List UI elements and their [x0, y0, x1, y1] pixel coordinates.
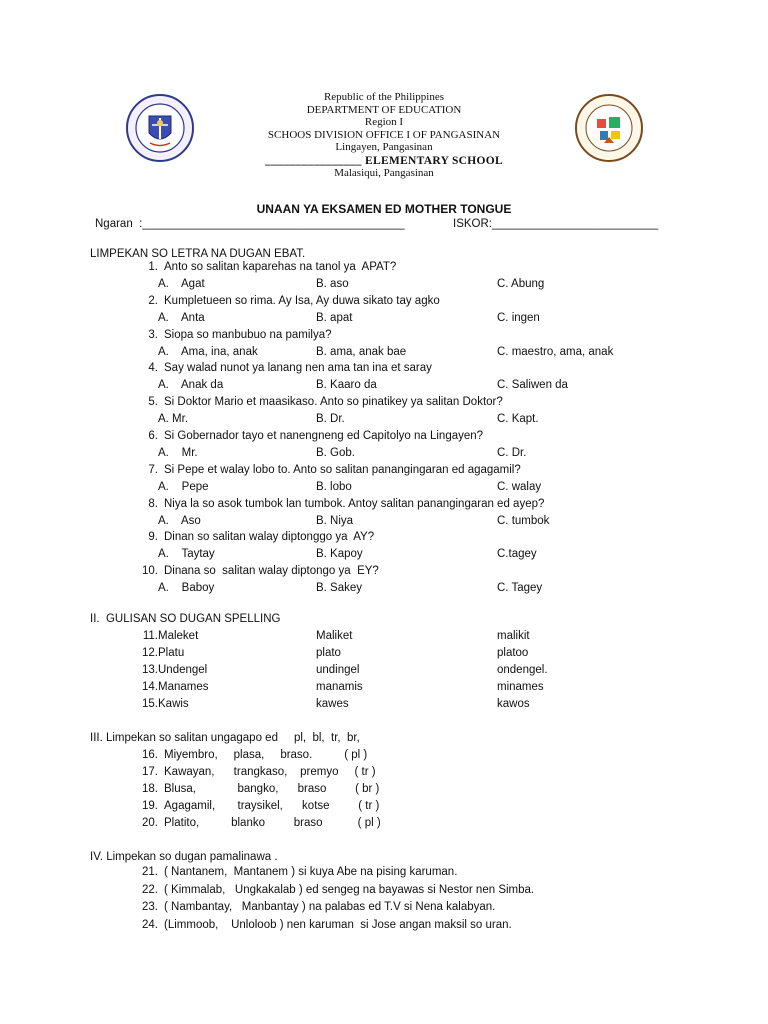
spelling-choice-b[interactable]: kawes — [316, 698, 349, 710]
letterhead-city: Lingayen, Pangasinan — [335, 141, 433, 153]
choice-c[interactable]: C.tagey — [497, 548, 537, 561]
choice-a[interactable]: A. Pepe — [158, 480, 209, 493]
item-number: 20. — [142, 817, 158, 829]
choice-a[interactable]: A. Agat — [158, 278, 205, 290]
question-9 — [135, 531, 374, 543]
spelling-choice-a[interactable]: Maleket — [158, 630, 199, 642]
question-3 — [135, 329, 332, 341]
item-text: Dinan so salitan walay diptonggo ya AY? — [164, 531, 375, 544]
item-number: 5. — [148, 396, 158, 409]
section1-heading: LIMPEKAN SO LETRA NA DUGAN EBAT. — [90, 248, 306, 260]
spelling-choice-b[interactable]: Maliket — [316, 630, 353, 642]
usage-item — [135, 901, 495, 913]
choice-a[interactable]: A. Mr. — [158, 447, 198, 459]
choice-c[interactable]: C. walay — [497, 480, 542, 493]
section2-heading: II. GULISAN SO DUGAN SPELLING — [90, 613, 281, 625]
choice-a[interactable]: A. Anta — [158, 311, 205, 324]
section4-heading: IV. Limpekan so dugan pamalinawa . — [90, 851, 278, 863]
spelling-choice-c[interactable]: minames — [497, 681, 544, 693]
blend-item — [135, 800, 379, 812]
blend-item — [135, 766, 376, 778]
choice-b[interactable]: B. Dr. — [316, 413, 345, 426]
spelling-choice-c[interactable]: malikit — [497, 630, 530, 642]
item-number: 15. — [142, 698, 158, 710]
letterhead-country: Republic of the Philippines — [323, 91, 445, 103]
item-number: 10. — [142, 565, 158, 578]
spelling-choice-c[interactable]: ondengel. — [497, 664, 548, 676]
question-5 — [135, 396, 503, 408]
choice-b[interactable]: B. Kapoy — [316, 548, 363, 561]
spelling-choice-c[interactable]: platoo — [497, 647, 529, 659]
item-text: ( Kimmalab, Ungkakalab ) ed sengeg na bayawas si Nestor nen Simba. — [164, 883, 535, 896]
item-text: Si Doktor Mario et maasikaso. Anto so pinatikey ya salitan Doktor? — [164, 396, 503, 409]
item-number: 8. — [148, 497, 158, 510]
choice-b[interactable]: B. aso — [316, 278, 349, 290]
choice-b[interactable]: B. Gob. — [316, 447, 355, 459]
blend-item — [135, 817, 381, 829]
item-text: Si Gobernador tayo et nanengneng ed Capitolyo na Lingayen? — [164, 430, 484, 442]
item-text: Blusa, bangko, braso ( br ) — [164, 783, 380, 795]
item-number: 13. — [142, 664, 158, 676]
item-number: 18. — [142, 783, 158, 795]
letterhead-region: Region I — [364, 116, 404, 128]
item-text: Siopa so manbubuo na pamilya? — [164, 328, 332, 341]
item-number: 16. — [142, 749, 158, 761]
item-text: Say walad nunot ya lanang nen ama tan ina et saray — [164, 362, 432, 375]
spelling-choice-b[interactable]: plato — [316, 647, 341, 659]
choice-c[interactable]: C. Tagey — [497, 582, 543, 595]
choice-c[interactable]: C. Saliwen da — [497, 379, 568, 392]
item-number: 3. — [148, 328, 158, 341]
item-number: 12. — [142, 647, 158, 659]
choice-b[interactable]: B. Sakey — [316, 582, 363, 595]
choice-b[interactable]: B. Kaaro da — [316, 379, 377, 392]
spelling-choice-c[interactable]: kawos — [497, 698, 530, 710]
letterhead-department: DEPARTMENT OF EDUCATION — [306, 103, 462, 116]
choice-a[interactable]: A. Anak da — [158, 379, 224, 392]
item-text: ( Nambantay, Manbantay ) na palabas ed T.V si Nena kalabyan. — [164, 901, 496, 913]
item-number: 23. — [142, 901, 158, 913]
choice-c[interactable]: C. tumbok — [497, 514, 550, 527]
item-text: Miyembro, plasa, braso. ( pl ) — [164, 749, 368, 761]
exam-title: UNAAN YA EKSAMEN ED MOTHER TONGUE — [256, 202, 512, 216]
item-number: 7. — [148, 463, 158, 476]
item-text: Platito, blanko braso ( pl ) — [164, 817, 381, 829]
usage-item — [135, 919, 512, 931]
choice-c[interactable]: C. Dr. — [497, 447, 527, 459]
item-number: 14. — [142, 681, 158, 693]
choice-b[interactable]: B. ama, anak bae — [316, 345, 407, 358]
choice-c[interactable]: C. ingen — [497, 311, 540, 324]
question-1 — [135, 261, 396, 273]
item-text: Anto so salitan kaparehas na tanol ya APAT? — [164, 261, 397, 273]
blend-item — [135, 783, 379, 795]
item-number: 24. — [142, 918, 158, 931]
item-text: Dinana so salitan walay diptongo ya EY? — [164, 565, 379, 578]
blend-item — [135, 749, 367, 761]
spelling-choice-a[interactable]: Manames — [158, 681, 209, 693]
choice-b[interactable]: B. lobo — [316, 480, 352, 493]
spelling-choice-b[interactable]: manamis — [316, 681, 363, 693]
choice-c[interactable]: C. Abung — [497, 278, 545, 290]
item-number: 22. — [142, 883, 158, 896]
spelling-choice-b[interactable]: undingel — [316, 664, 360, 676]
name-field[interactable]: Ngaran :_________________________________________ — [95, 218, 405, 230]
letterhead-school: ________________ ELEMENTARY SCHOOL — [265, 154, 503, 167]
spelling-choice-a[interactable]: Undengel — [158, 664, 208, 676]
item-number: 9. — [148, 531, 158, 544]
item-number: 21. — [142, 866, 158, 878]
choice-a[interactable]: A. Baboy — [158, 582, 215, 595]
choice-b[interactable]: B. Niya — [316, 514, 354, 527]
item-number: 1. — [148, 261, 158, 273]
item-number: 11. — [142, 630, 158, 642]
item-text: Niya la so asok tumbok lan tumbok. Antoy salitan panangingaran ed ayep? — [164, 497, 545, 510]
item-number: 2. — [148, 294, 158, 307]
usage-item — [135, 866, 457, 878]
question-8 — [135, 498, 544, 510]
item-number: 4. — [148, 362, 158, 375]
question-10 — [135, 565, 379, 577]
spelling-choice-a[interactable]: Platu — [158, 647, 185, 659]
item-text: Kawayan, trangkaso, premyo ( tr ) — [164, 766, 376, 778]
choice-a[interactable]: A. Taytay — [158, 548, 215, 561]
item-text: Agagamil, traysikel, kotse ( tr ) — [164, 800, 380, 812]
question-7 — [135, 464, 521, 476]
choice-c[interactable]: C. Kapt. — [497, 413, 539, 426]
choice-b[interactable]: B. apat — [316, 311, 353, 324]
spelling-choice-a[interactable]: Kawis — [158, 698, 189, 710]
section3-heading: III. Limpekan so salitan ungagapo ed pl, bl, tr, br, — [90, 732, 360, 744]
choice-a[interactable]: A. Aso — [158, 514, 201, 527]
usage-item — [135, 884, 534, 896]
item-text: (Limmoob, Unloloob ) nen karuman si Jose angan maksil so uran. — [164, 918, 512, 931]
item-number: 6. — [148, 430, 158, 442]
question-6 — [135, 430, 483, 442]
item-text: ( Nantanem, Mantanem ) si kuya Abe na pising karuman. — [164, 866, 458, 878]
score-field[interactable]: ISKOR:__________________________ — [453, 218, 659, 230]
item-text: Si Pepe et walay lobo to. Anto so salitan panangingaran ed agagamil? — [164, 463, 521, 476]
question-4 — [135, 362, 432, 374]
letterhead-town: Malasiqui, Pangasinan — [334, 167, 434, 179]
item-number: 19. — [142, 800, 158, 812]
choice-c[interactable]: C. maestro, ama, anak — [497, 345, 614, 358]
item-number: 17. — [142, 766, 158, 778]
letterhead-division: SCHOOS DIVISION OFFICE I OF PANGASINAN — [267, 128, 501, 141]
question-2 — [135, 295, 440, 307]
item-text: Kumpletueen so rima. Ay Isa, Ay duwa sikato tay agko — [164, 294, 440, 307]
letterhead — [0, 91, 768, 180]
choice-a[interactable]: A. Ama, ina, anak — [158, 345, 258, 358]
choice-a[interactable]: A. Mr. — [158, 413, 189, 426]
